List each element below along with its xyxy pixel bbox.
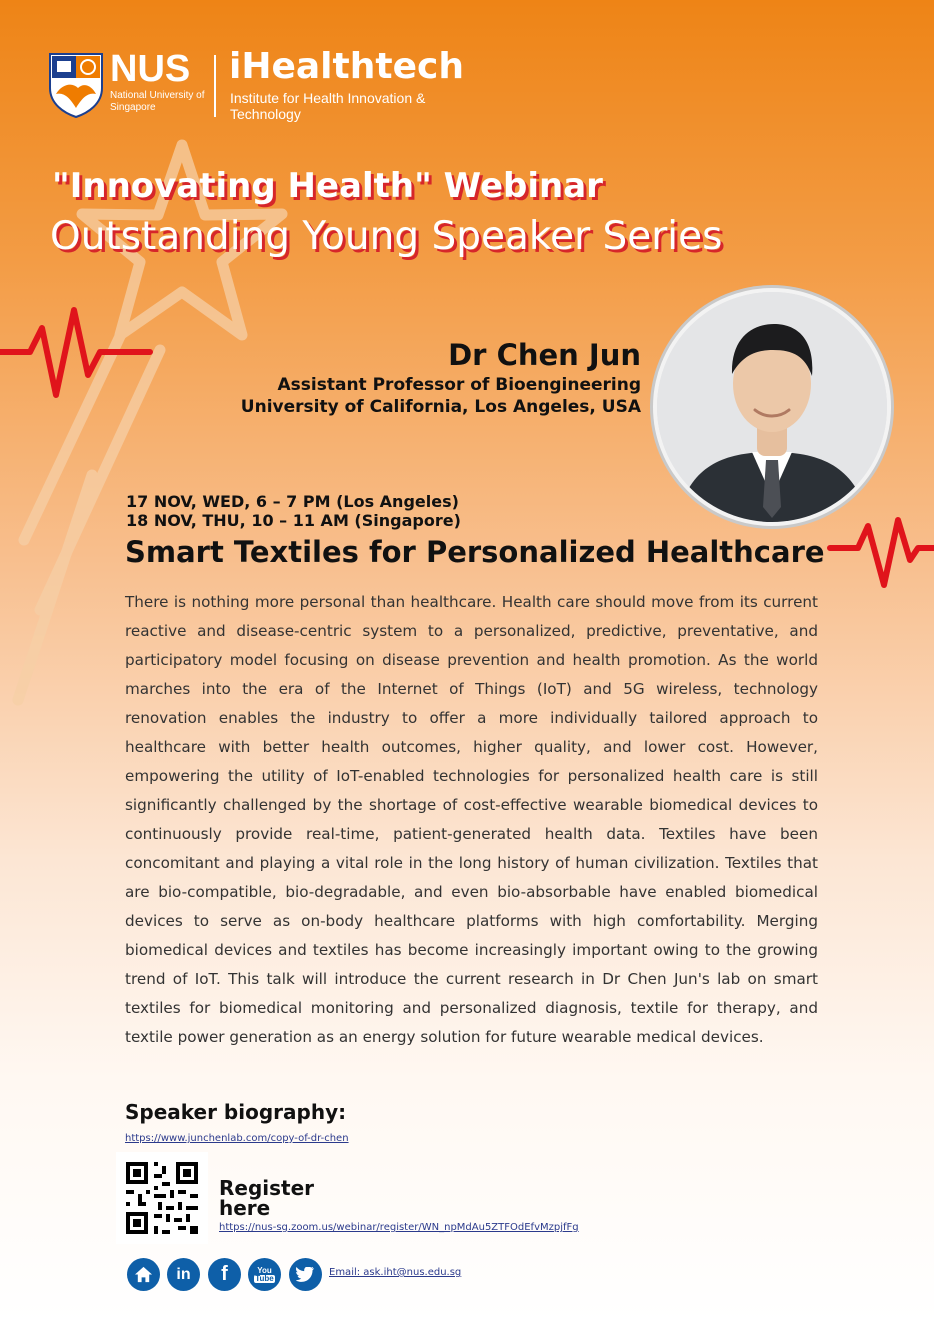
speaker-affiliation: University of California, Los Angeles, USA — [240, 397, 641, 417]
streak-1 — [24, 332, 122, 540]
speaker-role: Assistant Professor of Bioengineering — [277, 375, 641, 395]
biography-heading: Speaker biography: — [125, 1100, 347, 1124]
contact-email-link[interactable]: Email: ask.iht@nus.edu.sg — [329, 1267, 462, 1278]
speaker-info — [241, 336, 641, 418]
register-label — [219, 1178, 314, 1218]
date-singapore: 18 NOV, THU, 10 – 11 AM (Singapore) — [126, 511, 461, 530]
biography-link[interactable]: https://www.junchenlab.com/copy-of-dr-chen — [125, 1133, 349, 1144]
twitter-bird-glyph — [296, 1267, 315, 1283]
speaker-portrait-illustration — [657, 292, 887, 522]
facebook-glyph: f — [221, 1263, 228, 1285]
speaker-name: Dr Chen Jun — [448, 338, 641, 372]
linkedin-icon[interactable] — [167, 1258, 200, 1291]
streak-3 — [18, 475, 92, 700]
registration-link[interactable]: https://nus-sg.zoom.us/webinar/register/WN_npMdAu5ZTFOdEfvMzpjfFg — [219, 1222, 579, 1233]
schedule — [126, 492, 461, 530]
register-line-2: here — [219, 1196, 271, 1220]
youtube-icon[interactable] — [248, 1258, 281, 1291]
webinar-title: "Innovating Health" Webinar — [52, 166, 603, 206]
home-icon[interactable] — [127, 1258, 160, 1291]
talk-title: Smart Textiles for Personalized Healthcare — [125, 535, 825, 569]
home-icon-glyph — [134, 1265, 153, 1284]
nus-crest-logo — [48, 52, 104, 118]
heartbeat-right — [830, 520, 934, 585]
nus-fullname: National University of Singapore — [110, 90, 205, 113]
ihealthtech-wordmark: iHealthtech — [229, 46, 464, 87]
registration-qr-code[interactable] — [116, 1152, 208, 1244]
youtube-glyph-top: You — [257, 1265, 272, 1275]
ihealthtech-fullname: Institute for Health Innovation & Technology — [230, 90, 426, 122]
facebook-icon[interactable] — [208, 1258, 241, 1291]
talk-abstract: There is nothing more personal than healthcare. Health care should move from its current reactive and disease-centric system to a personalized, predictive, preventative, and participatory model focusing on disease prevention and health promotion. As the world marches into the era of the Internet of Things (IoT) and 5G wireless, technology renovation enables the industry to offer a more individually tailored approach to healthcare with better health outcomes, higher quality, and lower cost. However, empowering the utility of IoT-enabled technologies for personalized health care is still significantly challenged by the shortage of cost-effective wearable biomedical devices to continuously provide real-time, patient-generated health data. Textiles have been concomitant and playing a vital role in the long history of human civilization. Textiles that are bio-compatible, bio-degradable, and even bio-absorbable have enabled biomedical devices to serve as on-body healthcare platforms with high comfortability. Merging biomedical devices and textiles has become increasingly important owing to the growing trend of IoT. This talk will introduce the current research in Dr Chen Jun's lab on smart textiles for biomedical monitoring and personalized diagnosis, textile for therapy, and textile power generation as an energy solution for future wearable medical devices. — [125, 593, 818, 1046]
logo-divider — [214, 55, 216, 117]
register-line-1: Register — [219, 1176, 315, 1200]
speaker-photo — [653, 288, 891, 526]
nus-wordmark: NUS — [110, 48, 191, 90]
twitter-icon[interactable] — [289, 1258, 322, 1291]
series-title: Outstanding Young Speaker Series — [50, 214, 723, 259]
date-los-angeles: 17 NOV, WED, 6 – 7 PM (Los Angeles) — [126, 492, 459, 511]
youtube-glyph-bottom: Tube — [255, 1273, 274, 1283]
linkedin-glyph: in — [176, 1265, 191, 1283]
